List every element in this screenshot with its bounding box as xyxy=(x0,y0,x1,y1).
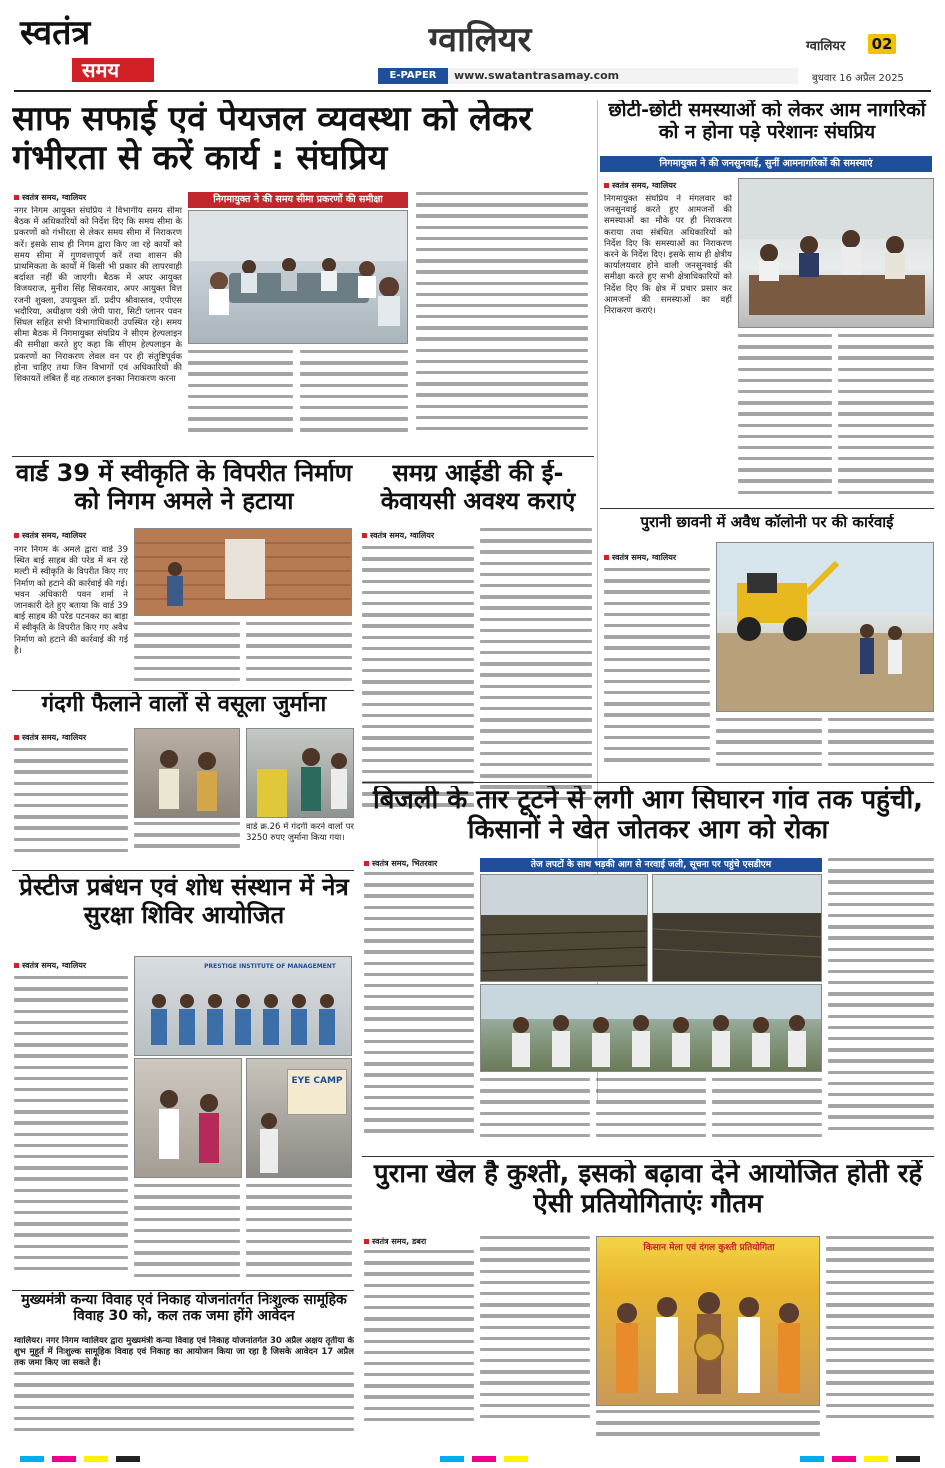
story10-text-col3 xyxy=(596,1410,820,1442)
story1-text-col2 xyxy=(188,350,293,450)
story9-headline: मुख्यमंत्री कन्या विवाह एवं निकाह योजनांतर्गत निःशुल्क सामूहिक विवाह 30 को, कल तक जमा होंगे आवेदन xyxy=(21,1292,347,1325)
story8-eye-camp-photo xyxy=(246,1058,352,1178)
story4-text-col2 xyxy=(480,528,592,828)
story5-text-col3 xyxy=(828,718,934,778)
section-divider xyxy=(362,1156,934,1157)
bulldozer-illustration xyxy=(717,543,934,712)
magenta-swatch xyxy=(832,1456,856,1462)
story10-text-col1 xyxy=(364,1250,474,1442)
story8-text-col2 xyxy=(134,1184,240,1286)
story7-photo-banner: तेज लपटों के साथ भड़की आग से नरवाई जली, सूचना पर पहुंचे एसडीएम xyxy=(480,858,822,872)
section-divider xyxy=(12,690,354,691)
story9-lead: ग्वालियर। नगर निगम ग्वालियर द्वारा मुख्यमंत्री कन्या विवाह एवं निकाह योजनांतर्गत 30 अप्रैल अक्षय तृतीया के शुभ मुहूर्त में निःशुल्क सामूहिक विवाह एवं निकाह का आयोजन किया जा रहा है जिसके आवेदन 17 अप्रैल तक जमा किए जा सकते हैं। xyxy=(14,1336,354,1369)
story1-photo-banner: निगमायुक्त ने की समय सीमा प्रकरणों की समीक्षा xyxy=(188,192,408,208)
section-divider xyxy=(600,508,934,509)
wrestling-event-banner: किसान मेला एवं दंगल कुश्ती प्रतियोगिता xyxy=(643,1243,775,1253)
story10-text-col2 xyxy=(480,1236,590,1442)
story8-institute-photo xyxy=(134,956,352,1056)
magenta-swatch xyxy=(472,1456,496,1462)
story4-byline: स्वतंत्र समय, ग्वालियर xyxy=(362,530,434,541)
story5-text-col2 xyxy=(716,718,822,778)
burnt-field-illustration xyxy=(481,875,648,982)
story3-headline: वार्ड 39 में स्वीकृति के विपरीत निर्माण को निगम अमले ने हटाया xyxy=(15,460,353,515)
story7-text-col1 xyxy=(364,872,474,1152)
story6-fine-photo xyxy=(134,728,240,818)
story6-text-col1 xyxy=(14,748,128,862)
story6-body: वार्ड क्र.26 में गंदगी करने वालों पर 3250 रुपए जुर्माना किया गया। xyxy=(246,822,354,844)
story10-byline: स्वतंत्र समय, डबरा xyxy=(364,1236,426,1247)
yellow-swatch xyxy=(864,1456,888,1462)
story4-headline: समग्र आईडी की ई-केवायसी अवश्य कराएं xyxy=(380,460,576,515)
logo-line2: समय xyxy=(82,58,120,82)
story8-headline: प्रेस्टीज प्रबंधन एवं शोध संस्थान में नेत्र सुरक्षा शिविर आयोजित xyxy=(19,874,349,929)
story9-text xyxy=(14,1372,354,1442)
logo-line1: स्वतंत्र xyxy=(20,13,91,53)
story1-text-col4 xyxy=(416,192,588,450)
students-illustration xyxy=(135,957,352,1056)
hearing-illustration xyxy=(739,179,934,328)
yellow-swatch xyxy=(504,1456,528,1462)
story2-public-hearing-photo xyxy=(738,178,934,328)
story2-body: निगमायुक्त संघप्रिय ने मंगलवार को जनसुनवाई करते हुए आमजनों की समस्याओं का मौके पर ही निराकरण कराया तथा संबंधित अधिकारियों को निर्देश दिए कि समस्याओं का निराकरण करने के निर्देश दिए। इसके साथ ही क्षेत्रीय कार्यालयवार होने वाली जनसुनवाई की समीक्षा करते हुए सभी क्षेत्राधिकारियों को निर्देश दिए कि क्षेत्र में प्रचार प्रसार कर आमजनों की समस्याओं का वहीं निराकरण कराएं। xyxy=(604,194,732,317)
edition-label: ग्वालियर xyxy=(806,39,846,54)
website-link[interactable]: www.swatantrasamay.com xyxy=(454,69,620,82)
burnt-field-illustration-2 xyxy=(653,875,822,982)
doctor-illustration xyxy=(135,1059,242,1178)
story2-text-col3 xyxy=(838,334,934,504)
story3-text-col3 xyxy=(246,622,352,688)
cyan-swatch xyxy=(440,1456,464,1462)
institute-signboard: PRESTIGE INSTITUTE OF MANAGEMENT xyxy=(204,963,336,970)
fine-illustration-2 xyxy=(247,729,354,818)
section-divider xyxy=(362,782,934,783)
story2-byline: स्वतंत्र समय, ग्वालियर xyxy=(604,180,676,191)
story1-meeting-photo xyxy=(188,210,408,344)
wrestling-illustration xyxy=(597,1237,820,1406)
magenta-swatch xyxy=(52,1456,76,1462)
story7-fire-field-photo-2 xyxy=(652,874,822,982)
story8-byline: स्वतंत्र समय, ग्वालियर xyxy=(14,960,86,971)
story3-text-col2 xyxy=(134,622,240,688)
story7-headline: बिजली के तार टूटने से लगी आग सिघारन गांव तक पहुंची, किसानों ने खेत जोतकर आग को रोका xyxy=(372,786,924,845)
story5-byline: स्वतंत्र समय, ग्वालियर xyxy=(604,552,676,563)
story7-text-col4 xyxy=(712,1078,822,1152)
story3-byline: स्वतंत्र समय, ग्वालियर xyxy=(14,530,86,541)
farmers-illustration xyxy=(481,985,822,1072)
newspaper-logo xyxy=(20,14,160,84)
story10-wrestling-photo xyxy=(596,1236,820,1406)
meeting-illustration xyxy=(189,211,408,344)
story6-headline: गंदगी फैलाने वालों से वसूला जुर्माना xyxy=(41,692,327,717)
masthead-rule xyxy=(14,90,931,92)
story5-text-col1 xyxy=(604,568,710,778)
story7-text-col5 xyxy=(828,858,934,1152)
yellow-swatch xyxy=(84,1456,108,1462)
cyan-swatch xyxy=(20,1456,44,1462)
print-color-bar xyxy=(0,1456,945,1468)
epaper-label: E-PAPER xyxy=(378,68,448,84)
story1-body: नगर निगम आयुक्त संघप्रिय ने विभागीय समय सीमा बैठक में अधिकारियों को निर्देश दिए कि समय सीमा के प्रकरणों को गंभीरता से लेकर समय सीमा में निराकरण करें। इसके साथ ही निगम द्वारा किए जा रहे कार्यों को समय सीमा में गुणवत्तापूर्ण करें तथा शासन की प्राथमिकता के कार्यों में किसी भी प्रकार की लापरवाही बर्दाश्त नहीं की जाएगी। बैठक में अपर आयुक्त विजयराज, मुनीश सिंह सिकरवार, अपर आयुक्त वित्त रजनी शुक्ला, उपायुक्त डॉ. प्रदीप श्रीवास्तव, एपीएस भदौरिया, अधीक्षण यंत्री जेपी पारा, सिटी प्लानर पवन सिंघल सहित सभी विभागाधिकारी उपस्थित रहे। समय सीमा बैठक में निगमायुक्त संघप्रिय ने सीएम हेल्पलाइन की समीक्षा करते हुए कहा कि सीएम हेल्पलाइन के प्रकरणों का निराकरण लेवल वन पर ही संतुष्टिपूर्वक होना चाहिए तथा जिन विभागों एवं अधिकारियों की शिकायतें लंबित हैं वह तत्काल इनका निराकरण करना xyxy=(14,206,182,385)
story5-bulldozer-photo xyxy=(716,542,934,712)
story10-text-col4 xyxy=(826,1236,934,1442)
issue-date: बुधवार 16 अप्रैल 2025 xyxy=(812,73,904,84)
city-title: ग्वालियर xyxy=(428,20,532,60)
page-number: 02 xyxy=(871,35,893,53)
story1-byline: स्वतंत्र समय, ग्वालियर xyxy=(14,192,86,203)
story8-text-col3 xyxy=(246,1184,352,1286)
story10-headline: पुराना खेल है कुश्ती, इसको बढ़ावा देने आयोजित होती रहें ऐसी प्रतियोगिताएंः गौतम xyxy=(373,1160,923,1219)
fine-illustration-1 xyxy=(135,729,240,818)
black-swatch xyxy=(896,1456,920,1462)
section-divider xyxy=(12,1290,354,1291)
story3-demolition-photo xyxy=(134,528,352,616)
story2-banner: निगमायुक्त ने की जनसुनवाई, सुनीं आमनागरिकों की समस्याएं xyxy=(600,156,932,172)
story6-text-col2 xyxy=(134,822,240,862)
story3-body: नगर निगम के अमले द्वारा वार्ड 39 स्थित बाई साहब की परेड में बन रहे मल्टी में स्वीकृति के विपरीत किए गए निर्माण को हटाने की कार्रवाई की गई। भवन अधिकारी पवन शर्मा ने जानकारी देते हुए बताया कि वार्ड 39 बाई साहब की परेड पटनकर का बाड़ा में स्वीकृति के विपरीत किए गए अवैध निर्माण को हटाने की कार्रवाई की गई है। xyxy=(14,545,128,656)
story1-text-col3 xyxy=(300,350,408,450)
story2-headline: छोटी-छोटी समस्याओं को लेकर आम नागरिकों को न होना पड़े परेशानः संघप्रिय xyxy=(608,100,926,143)
story7-text-col2 xyxy=(480,1078,590,1152)
masthead xyxy=(0,0,945,92)
cyan-swatch xyxy=(800,1456,824,1462)
eye-camp-board xyxy=(287,1069,347,1115)
section-divider xyxy=(12,456,594,457)
section-divider xyxy=(12,870,354,871)
story6-fine-photo-2 xyxy=(246,728,354,818)
story7-farmers-photo xyxy=(480,984,822,1072)
black-swatch xyxy=(116,1456,140,1462)
brick-wall-illustration xyxy=(135,529,352,616)
story7-fire-field-photo xyxy=(480,874,648,982)
story1-headline: साफ सफाई एवं पेयजल व्यवस्था को लेकर गंभीरता से करें कार्य : संघप्रिय xyxy=(12,100,533,179)
eye-camp-label: EYE CAMP xyxy=(291,1076,343,1086)
story7-text-col3 xyxy=(596,1078,706,1152)
story8-doctor-photo xyxy=(134,1058,242,1178)
story8-text-col1 xyxy=(14,976,128,1286)
story5-headline: पुरानी छावनी में अवैध कॉलोनी पर की कार्रवाई xyxy=(640,514,894,531)
story7-byline: स्वतंत्र समय, भितरवार xyxy=(364,858,437,869)
epaper-strip xyxy=(378,68,798,84)
page-number-badge xyxy=(868,34,896,54)
story6-byline: स्वतंत्र समय, ग्वालियर xyxy=(14,732,86,743)
story2-text-col2 xyxy=(738,334,832,504)
